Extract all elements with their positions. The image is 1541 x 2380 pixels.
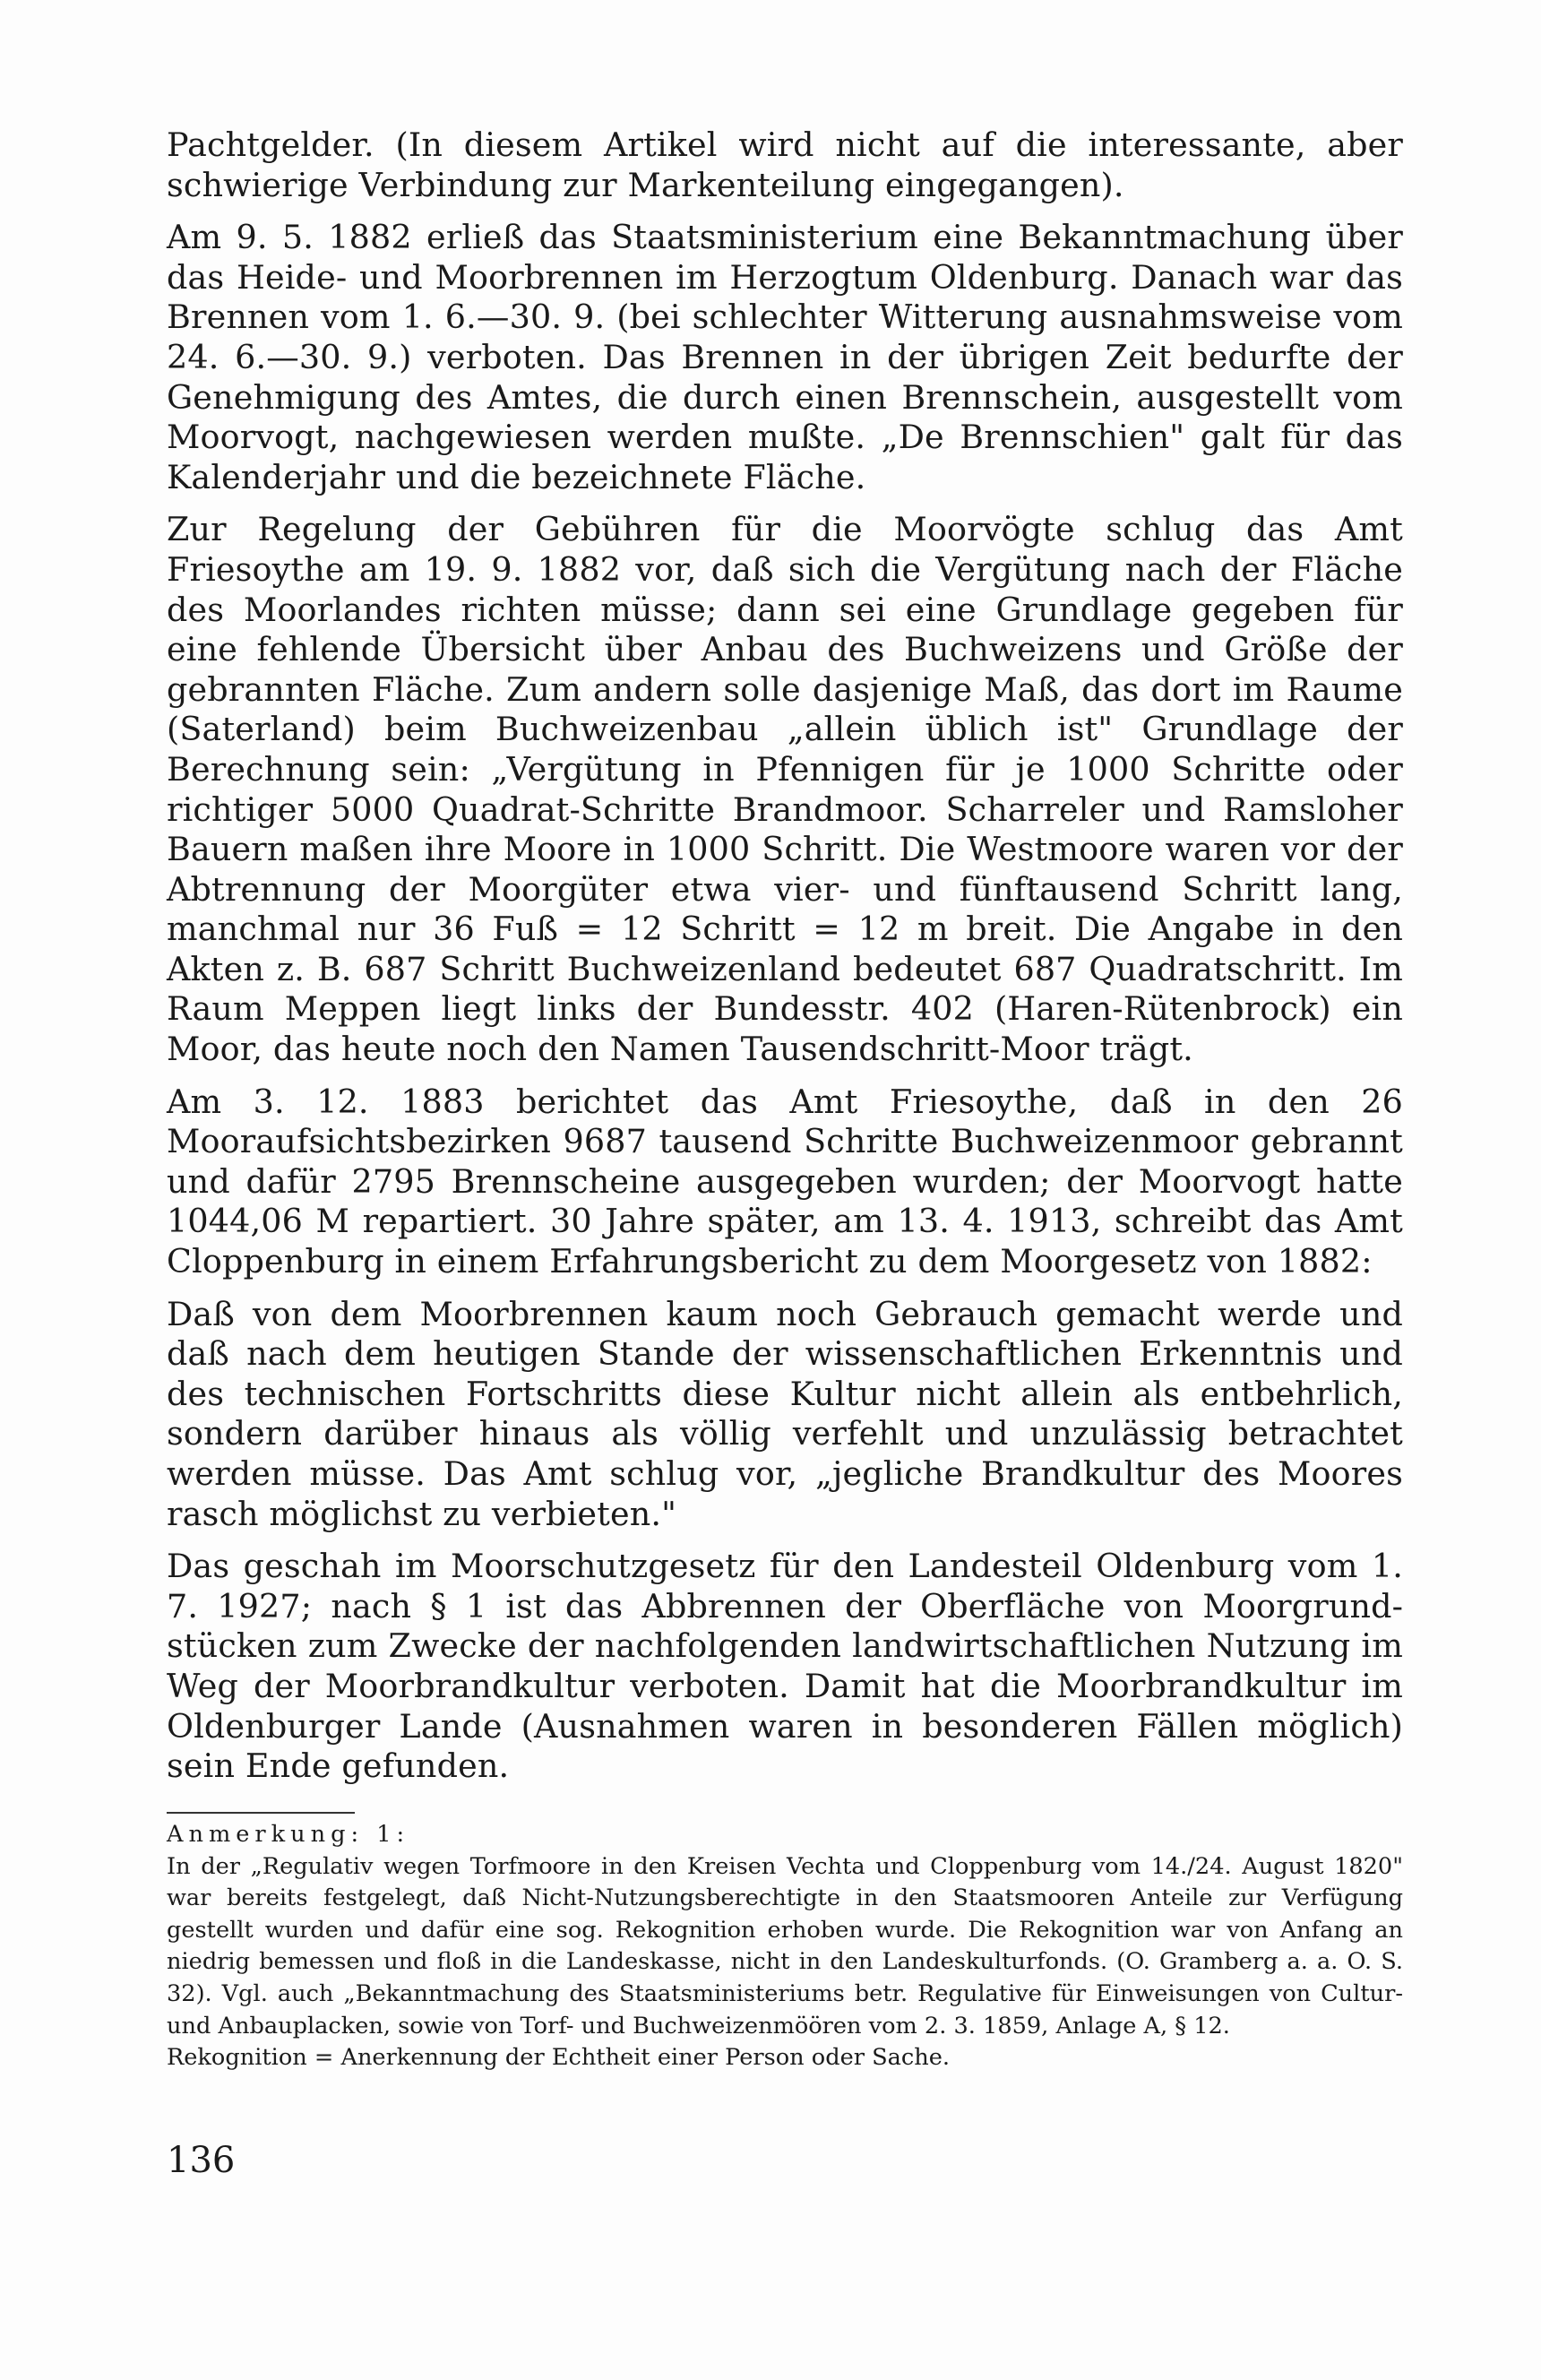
footnote-divider (167, 1812, 355, 1814)
page-number: 136 (167, 2140, 236, 2181)
paragraph-1: Pachtgelder. (In diesem Artikel wird nicht auf die interessante, aber schwierige Verbindung zur Markenteilung eingegangen). (167, 125, 1403, 204)
footnote-definition: Rekognition = Anerkennung der Echtheit einer Person oder Sache. (167, 2044, 950, 2072)
footnote-body: In der „Regulativ wegen Torfmoore in den Kreisen Vechta und Cloppenburg vom 14./24. August 1820" war bereits festgelegt, daß Nicht-Nutzungsberechtigte in den Staatsmooren Anteile zur Verfügung gestellt wurden und dafür eine sog. Rekognition erhoben wurde. Die Rekognition war von Anfang an niedrig bemessen und floß in die Landeskasse, nicht in den Landeskulturfonds. (O. Gramberg a. a. O. S. 32). Vgl. auch „Bekanntmachung des Staatsministeriums betr. Regulative für Einweisungen von Cultur- und Anbauplacken, sowie von Torf- und Buchweizenmöören vom 2. 3. 1859, Anlage A, § 12. (167, 1852, 1403, 2039)
footnote-heading: Anmerkung: 1: (167, 1821, 410, 1848)
main-text (167, 125, 1403, 1799)
paragraph-6: Das geschah im Moorschutzgesetz für den Landesteil Oldenburg vom 1. 7. 1927; nach § 1 ist das Abbrennen der Oberfläche von Moorgrundstücken zum Zwecke der nachfolgenden landwirtschaftlichen Nutzung im Weg der Moorbrandkultur verboten. Damit hat die Moorbrandkultur im Oldenburger Lande (Ausnahmen waren in besonderen Fällen möglich) sein Ende gefunden. (167, 1547, 1403, 1786)
paragraph-5: Daß von dem Moorbrennen kaum noch Gebrauch gemacht werde und daß nach dem heutigen Stande der wissenschaftlichen Erkenntnis und des technischen Fortschritts diese Kultur nicht allein als entbehrlich, sondern darüber hinaus als völlig verfehlt und unzulässig betrachtet werden müsse. Das Amt schlug vor, „jegliche Brandkultur des Moores rasch möglichst zu verbieten." (167, 1294, 1403, 1533)
footnote (167, 1819, 1403, 2074)
paragraph-3: Zur Regelung der Gebühren für die Moorvögte schlug das Amt Friesoythe am 19. 9. 1882 vor, daß sich die Vergütung nach der Fläche des Moorlandes richten müsse; dann sei eine Grundlage gegeben für eine fehlende Übersicht über Anbau des Buchweizens und Größe der gebrannten Fläche. Zum andern solle dasjenige Maß, das dort im Raume (Saterland) beim Buchweizenbau „allein üblich ist" Grundlage der Berechnung sein: „Vergütung in Pfennigen für je 1000 Schritte oder richtiger 5000 Quadrat-Schritte Brandmoor. Scharreler und Ramsloher Bauern maßen ihre Moore in 1000 Schritt. Die Westmoore waren vor der Abtrennung der Moorgüter etwa vier- und fünftausend Schritt lang, manchmal nur 36 Fuß = 12 Schritt = 12 m breit. Die Angabe in den Akten z. B. 687 Schritt Buchweizenland bedeutet 687 Quadratschritt. Im Raum Meppen liegt links der Bundesstr. 402 (Haren-Rütenbrock) ein Moor, das heute noch den Namen Tausendschritt-Moor trägt. (167, 510, 1403, 1069)
paragraph-4: Am 3. 12. 1883 berichtet das Amt Friesoythe, daß in den 26 Mooraufsichtsbezirken 9687 tausend Schritte Buchweizenmoor gebrannt und dafür 2795 Brennscheine ausgegeben wurden; der Moorvogt hatte 1044,06 M repartiert. 30 Jahre später, am 13. 4. 1913, schreibt das Amt Cloppenburg in einem Erfahrungsbericht zu dem Moorgesetz von 1882: (167, 1082, 1403, 1281)
paragraph-2: Am 9. 5. 1882 erließ das Staatsministerium eine Bekanntmachung über das Heide- und Moorbrennen im Herzogtum Oldenburg. Danach war das Brennen vom 1. 6.—30. 9. (bei schlechter Witterung ausnahmsweise vom 24. 6.—30. 9.) verboten. Das Brennen in der übrigen Zeit bedurfte der Genehmigung des Amtes, die durch einen Brennschein, ausgestellt vom Moorvogt, nachgewiesen werden mußte. „De Brennschien" galt für das Kalenderjahr und die bezeichnete Fläche. (167, 218, 1403, 496)
